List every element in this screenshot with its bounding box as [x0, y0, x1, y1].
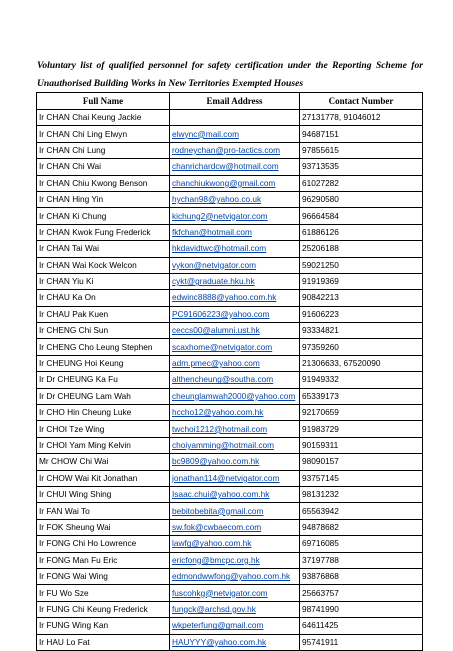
table-row [37, 519, 423, 535]
email-cell [170, 306, 300, 322]
contact-number-cell: 25663757 [300, 585, 423, 601]
full-name-cell: Ir CHEUNG Hoi Keung [37, 355, 170, 371]
full-name-cell: Ir FU Wo Sze [37, 585, 170, 601]
email-cell [170, 290, 300, 306]
contact-number-cell: 97359260 [300, 339, 423, 355]
full-name-cell: Ir Dr CHEUNG Ka Fu [37, 372, 170, 388]
contact-number-cell: 93713535 [300, 159, 423, 175]
full-name-cell: Ir FAN Wai To [37, 503, 170, 519]
column-header-full-name: Full Name [37, 93, 170, 110]
table-row [37, 372, 423, 388]
table-row [37, 142, 423, 158]
contact-number-cell: 59021250 [300, 257, 423, 273]
contact-number-cell: 91949332 [300, 372, 423, 388]
email-link[interactable]: fungck@archsd.gov.hk [172, 603, 256, 614]
email-cell [170, 601, 300, 617]
full-name-cell: Ir CHAN Kwok Fung Frederick [37, 224, 170, 240]
contact-number-cell: 92170659 [300, 405, 423, 421]
table-row [37, 339, 423, 355]
table-row [37, 405, 423, 421]
email-cell [170, 126, 300, 142]
table-row [37, 568, 423, 584]
full-name-cell: Ir Dr CHEUNG Lam Wah [37, 388, 170, 404]
full-name-cell: Ir CHAN Chiu Kwong Benson [37, 175, 170, 191]
table-row [37, 273, 423, 289]
table-row [37, 306, 423, 322]
email-link[interactable]: edmondwwfong@yahoo.com.hk [172, 571, 291, 582]
email-cell [170, 536, 300, 552]
table-row [37, 585, 423, 601]
email-link[interactable]: bebitobebita@gmail.com [172, 505, 264, 516]
full-name-cell: Ir FUNG Chi Keung Frederick [37, 601, 170, 617]
full-name-cell: Ir FONG Man Fu Eric [37, 552, 170, 568]
email-cell [170, 372, 300, 388]
email-cell [170, 618, 300, 634]
email-link[interactable]: PC91606223@yahoo.com [172, 308, 270, 319]
email-cell [170, 388, 300, 404]
email-cell [170, 159, 300, 175]
email-link[interactable]: ceccs00@alumni.ust.hk [172, 325, 260, 336]
full-name-cell: Ir CHAN Chi Ling Elwyn [37, 126, 170, 142]
email-cell [170, 323, 300, 339]
contact-number-cell: 90842213 [300, 290, 423, 306]
table-row [37, 224, 423, 240]
contact-number-cell: 93876868 [300, 568, 423, 584]
email-cell [170, 175, 300, 191]
email-link[interactable]: cykt@graduate.hku.hk [172, 276, 255, 287]
table-row [37, 503, 423, 519]
email-cell [170, 142, 300, 158]
contact-number-cell: 93334821 [300, 323, 423, 339]
email-cell [170, 257, 300, 273]
contact-number-cell: 27131778, 91046012 [300, 110, 423, 126]
full-name-cell: Ir CHAN Chai Keung Jackie [37, 110, 170, 126]
email-link[interactable]: althencheung@southa.com [172, 374, 274, 385]
email-cell [170, 437, 300, 453]
full-name-cell: Ir CHOW Wai Kit Jonathan [37, 470, 170, 486]
table-body [37, 110, 423, 651]
email-link[interactable]: Isaac.chui@yahoo.com.hk [172, 489, 270, 500]
table-row [37, 634, 423, 650]
document-title: Voluntary list of qualified personnel for safety certification under the Reporting Scheme for Unauthorised Building Works in New Territories Exempted Houses [37, 60, 423, 89]
email-cell [170, 585, 300, 601]
table-row [37, 175, 423, 191]
contact-number-cell: 65339173 [300, 388, 423, 404]
full-name-cell: Ir CHUI Wing Shing [37, 486, 170, 502]
contact-number-cell: 90159311 [300, 437, 423, 453]
full-name-cell: Ir CHOI Tze Wing [37, 421, 170, 437]
email-cell [170, 224, 300, 240]
email-link[interactable]: lawfg@yahoo.com.hk [172, 538, 252, 549]
contact-number-cell: 97855615 [300, 142, 423, 158]
email-link[interactable]: rodneychan@pro-tactics.com [172, 144, 281, 155]
full-name-cell: Mr CHOW Chi Wai [37, 454, 170, 470]
email-link[interactable]: hkdavidtwc@hotmail.com [172, 243, 267, 254]
email-cell [170, 273, 300, 289]
full-name-cell: Ir CHAN Wai Kock Welcon [37, 257, 170, 273]
email-cell [170, 241, 300, 257]
email-link[interactable]: hychan98@yahoo.co.uk [172, 194, 262, 205]
full-name-cell: Ir FONG Chi Ho Lowrence [37, 536, 170, 552]
contact-number-cell: 21306633, 67520090 [300, 355, 423, 371]
email-cell [170, 421, 300, 437]
contact-number-cell: 64611425 [300, 618, 423, 634]
table-row [37, 618, 423, 634]
email-link[interactable]: jonathan114@netvigator.com [172, 472, 280, 483]
contact-number-cell: 96290580 [300, 191, 423, 207]
email-link[interactable]: hccho12@yahoo.com.hk [172, 407, 264, 418]
contact-number-cell: 98090157 [300, 454, 423, 470]
table-row [37, 191, 423, 207]
full-name-cell: Ir CHAN Chi Wai [37, 159, 170, 175]
email-cell [170, 454, 300, 470]
table-row [37, 355, 423, 371]
contact-number-cell: 91983729 [300, 421, 423, 437]
email-cell [170, 503, 300, 519]
table-row [37, 470, 423, 486]
contact-number-cell: 98131232 [300, 486, 423, 502]
contact-number-cell: 91606223 [300, 306, 423, 322]
table-row [37, 601, 423, 617]
email-link[interactable]: scaxhome@netvigator.com [172, 341, 273, 352]
table-row [37, 110, 423, 126]
email-link[interactable]: vykon@netvigator.com [172, 259, 257, 270]
email-cell [170, 191, 300, 207]
contact-number-cell: 37197788 [300, 552, 423, 568]
email-link[interactable]: cheunglamwah2000@yahoo.com [172, 390, 296, 401]
full-name-cell: Ir CHENG Cho Leung Stephen [37, 339, 170, 355]
full-name-cell: Ir FOK Sheung Wai [37, 519, 170, 535]
email-cell [170, 634, 300, 650]
email-link[interactable]: wkpeterfung@gmail.com [172, 620, 264, 631]
email-link[interactable]: twchoi1212@hotmail.com [172, 423, 268, 434]
table-row [37, 437, 423, 453]
contact-number-cell: 61027282 [300, 175, 423, 191]
full-name-cell: Ir CHENG Chi Sun [37, 323, 170, 339]
contact-number-cell: 94878682 [300, 519, 423, 535]
contact-number-cell: 91919369 [300, 273, 423, 289]
email-cell [170, 405, 300, 421]
table-row [37, 388, 423, 404]
email-link[interactable]: adm.pmec@yahoo.com [172, 358, 260, 369]
full-name-cell: Ir CHO Hin Cheung Luke [37, 405, 170, 421]
email-cell [170, 519, 300, 535]
email-cell [170, 470, 300, 486]
full-name-cell: Ir CHOI Yam Ming Kelvin [37, 437, 170, 453]
full-name-cell: Ir CHAU Pak Kuen [37, 306, 170, 322]
email-cell [170, 486, 300, 502]
table-row [37, 323, 423, 339]
table-row [37, 208, 423, 224]
table-row [37, 486, 423, 502]
personnel-table [36, 92, 423, 651]
table-row [37, 536, 423, 552]
email-link[interactable]: elwync@mail.com [172, 128, 239, 139]
table-row [37, 421, 423, 437]
email-cell [170, 110, 300, 126]
email-cell [170, 552, 300, 568]
email-link[interactable]: fkfchan@hotmail.com [172, 226, 252, 237]
full-name-cell: Ir HAU Lo Fat [37, 634, 170, 650]
email-link[interactable]: ericfong@bmcpc.org.hk [172, 554, 260, 565]
email-link[interactable]: chanrichardcw@hotmail.com [172, 161, 279, 172]
table-row [37, 159, 423, 175]
email-link[interactable]: edwinc8888@yahoo.com.hk [172, 292, 277, 303]
email-link[interactable]: chanchiukwong@gmail.com [172, 177, 276, 188]
email-link[interactable]: sw.fok@cwbaecom.com [172, 521, 262, 532]
full-name-cell: Ir FUNG Wing Kan [37, 618, 170, 634]
table-header-row [37, 93, 423, 110]
email-cell [170, 355, 300, 371]
table-row [37, 552, 423, 568]
contact-number-cell: 61886126 [300, 224, 423, 240]
column-header-contact-number: Contact Number [300, 93, 423, 110]
contact-number-cell: 25206188 [300, 241, 423, 257]
table-row [37, 454, 423, 470]
contact-number-cell: 69716085 [300, 536, 423, 552]
email-link[interactable]: fuscohkg@netvigator.com [172, 587, 268, 598]
email-cell [170, 568, 300, 584]
contact-number-cell: 98741990 [300, 601, 423, 617]
full-name-cell: Ir CHAN Tai Wai [37, 241, 170, 257]
table-row [37, 241, 423, 257]
table-row [37, 126, 423, 142]
email-link[interactable]: choiyamming@hotmail.com [172, 440, 275, 450]
email-link[interactable]: HAUYYY@yahoo.com.hk [172, 636, 267, 647]
contact-number-cell: 96664584 [300, 208, 423, 224]
email-link[interactable]: kichung2@netvigator.com [172, 210, 268, 221]
contact-number-cell: 93757145 [300, 470, 423, 486]
email-cell [170, 208, 300, 224]
contact-number-cell: 65563942 [300, 503, 423, 519]
column-header-email: Email Address [170, 93, 300, 110]
full-name-cell: Ir CHAN Chi Lung [37, 142, 170, 158]
contact-number-cell: 94687151 [300, 126, 423, 142]
email-cell [170, 339, 300, 355]
full-name-cell: Ir CHAN Ki Chung [37, 208, 170, 224]
table-row [37, 257, 423, 273]
full-name-cell: Ir FONG Wai Wing [37, 568, 170, 584]
full-name-cell: Ir CHAU Ka On [37, 290, 170, 306]
email-link[interactable]: bc9809@yahoo.com.hk [172, 456, 260, 467]
contact-number-cell: 95741911 [300, 634, 423, 650]
full-name-cell: Ir CHAN Hing Yin [37, 191, 170, 207]
table-row [37, 290, 423, 306]
full-name-cell: Ir CHAN Yiu Ki [37, 273, 170, 289]
